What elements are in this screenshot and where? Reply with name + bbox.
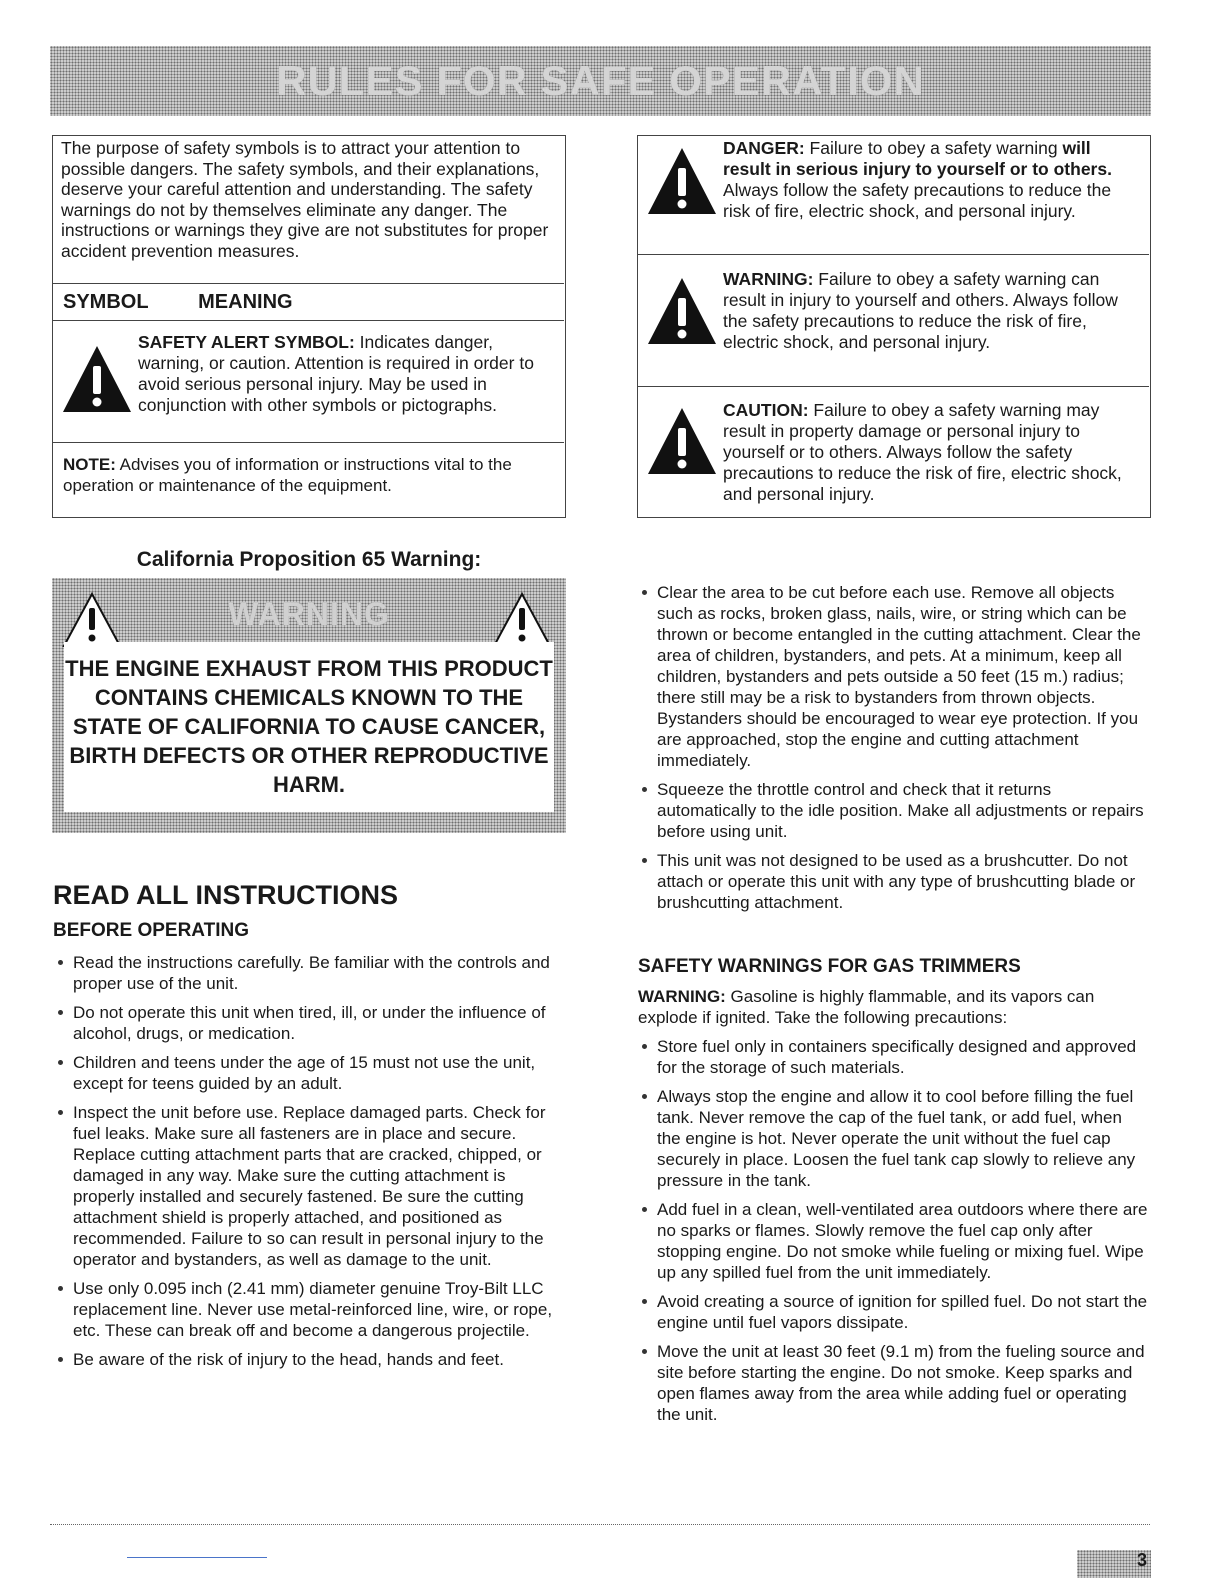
list-item: Move the unit at least 30 feet (9.1 m) from the fueling source and site before starting the engine. Do not smoke. Keep sparks and open flames away from the area while adding fuel or operating the unit.: [637, 1341, 1149, 1425]
caution-label: CAUTION:: [723, 400, 809, 420]
general-safety-list: [637, 582, 1149, 921]
list-item: Use only 0.095 inch (2.41 mm) diameter genuine Troy-Bilt LLC replacement line. Never use metal-reinforced line, wire, or rope, etc. These can break off and become a dangerous projectile.: [53, 1278, 553, 1341]
divider: [53, 442, 564, 443]
meaning-column-label: MEANING: [198, 291, 293, 313]
caution-description: CAUTION: Failure to obey a safety warning may result in property damage or personal injury to yourself or to others. Always follow the safety precautions to reduce the risk of fire, electric shock, and personal injury.: [723, 400, 1122, 504]
safety-alert-icon: [61, 344, 133, 414]
danger-icon: [646, 146, 718, 216]
warning-description: WARNING: Failure to obey a safety warning can result in injury to yourself and others. Always follow the safety precautions to reduce the risk of fire, electric shock, and personal injury.: [723, 269, 1118, 352]
list-item: Add fuel in a clean, well-ventilated area outdoors where there are no sparks or flames. Slowly remove the fuel cap only after stopping engine. Do not smoke while fueling or mixing fuel. Wipe up any spilled fuel from the unit immediately.: [637, 1199, 1149, 1283]
list-item: Clear the area to be cut before each use. Remove all objects such as rocks, broken glass, nails, wire, or string which can be thrown or become entangled in the cutting attachment. Clear the area of children, bystanders, and pets. At a minimum, keep all children, bystanders and pets outside a 50 feet (15 m.) radius; there still may be a risk to bystanders from thrown objects. Bystanders should be encouraged to wear eye protection. If you are approached, stop the engine and cutting attachment immediately.: [637, 582, 1149, 771]
divider: [53, 320, 564, 321]
symbol-meaning-box: [52, 135, 566, 518]
gas-warning-text: Gasoline is highly flammable, and its vapors can explode if ignited. Take the following precautions:: [638, 987, 1095, 1027]
danger-label: DANGER:: [723, 138, 805, 158]
gas-warning-label: WARNING:: [638, 987, 726, 1006]
list-item: Squeeze the throttle control and check that it returns automatically to the idle position. Make all adjustments or repairs before using unit.: [637, 779, 1149, 842]
page-banner: [50, 46, 1151, 116]
symbol-header: [63, 291, 293, 314]
symbol-column-label: SYMBOL: [63, 291, 149, 313]
safety-alert-description: [138, 332, 560, 416]
list-item: Always stop the engine and allow it to cool before filling the fuel tank. Never remove the cap of the fuel tank, or add fuel, when the engine is hot. Never operate the unit without the fuel cap securely in place. Loosen the fuel tank cap slowly to relieve any pressure in the tank.: [637, 1086, 1149, 1191]
gas-warning-paragraph: [638, 986, 1148, 1028]
warning-label: WARNING:: [723, 269, 814, 289]
list-item: This unit was not designed to be used as a brushcutter. Do not attach or operate this unit with any type of brushcutting blade or brushcutting attachment.: [637, 850, 1149, 913]
before-operating-list: [53, 952, 553, 1378]
list-item: Store fuel only in containers specifically designed and approved for the storage of such materials.: [637, 1036, 1149, 1078]
divider: [53, 283, 564, 284]
intro-paragraph: The purpose of safety symbols is to attract your attention to possible dangers. The safety symbols, and their explanations, deserve your careful attention and understanding. The safety warnings do not by themselves eliminate any danger. The instructions or warnings they give are not substitutes for proper accident prevention measures.: [61, 138, 549, 261]
danger-description: DANGER: Failure to obey a safety warning will result in serious injury to yourself or to others. Always follow the safety precautions to reduce the risk of fire, electric shock, and personal injury.: [723, 138, 1112, 221]
signal-words-box: [637, 135, 1151, 518]
divider: [638, 386, 1149, 387]
safety-alert-text: Indicates danger, warning, or caution. Attention is required in order to avoid serious personal injury. May be used in conjunction with other symbols or pictographs.: [138, 332, 534, 415]
list-item: Be aware of the risk of injury to the head, hands and feet.: [53, 1349, 553, 1370]
prop65-text-panel: [64, 642, 554, 812]
read-all-heading: READ ALL INSTRUCTIONS: [53, 880, 399, 910]
list-item: Children and teens under the age of 15 must not use the unit, except for teens guided by an adult.: [53, 1052, 553, 1094]
prop65-warning-box: [52, 578, 566, 833]
footer-divider: [50, 1524, 1150, 1525]
footer-accent-line: [127, 1557, 267, 1558]
note-text: Advises you of information or instructions vital to the operation or maintenance of the equipment.: [63, 455, 512, 495]
gas-trimmers-heading: SAFETY WARNINGS FOR GAS TRIMMERS: [638, 956, 1021, 977]
list-item: Do not operate this unit when tired, ill, or under the influence of alcohol, drugs, or medication.: [53, 1002, 553, 1044]
list-item: Inspect the unit before use. Replace damaged parts. Check for fuel leaks. Make sure all fasteners are in place and secure. Replace cutting attachment parts that are cracked, chipped, or damaged in any way. Make sure the cutting attachment is properly installed and securely fastened. Be sure the cutting attachment shield is properly attached, and positioned as recommended. Failure to so can result in personal injury to the operator and bystanders, as well as damage to the unit.: [53, 1102, 553, 1270]
note-paragraph: [63, 454, 553, 496]
prop65-banner-title: WARNING: [228, 596, 390, 632]
page-number: 3: [1077, 1550, 1151, 1578]
list-item: Read the instructions carefully. Be familiar with the controls and proper use of the unit.: [53, 952, 553, 994]
gas-safety-list: [637, 1036, 1149, 1433]
divider: [638, 254, 1149, 255]
prop65-title: California Proposition 65 Warning:: [136, 548, 482, 571]
caution-icon: [646, 406, 718, 476]
warning-icon: [646, 276, 718, 346]
safety-alert-label: SAFETY ALERT SYMBOL:: [138, 332, 355, 352]
before-operating-heading: BEFORE OPERATING: [53, 920, 249, 941]
page-title: RULES FOR SAFE OPERATION: [276, 57, 925, 104]
list-item: Avoid creating a source of ignition for spilled fuel. Do not start the engine until fuel vapors dissipate.: [637, 1291, 1149, 1333]
note-label: NOTE:: [63, 455, 116, 474]
prop65-text: THE ENGINE EXHAUST FROM THIS PRODUCT CONTAINS CHEMICALS KNOWN TO THE STATE OF CALIFORNIA TO CAUSE CANCER, BIRTH DEFECTS OR OTHER REPRODUCTIVE HARM.: [65, 656, 553, 797]
